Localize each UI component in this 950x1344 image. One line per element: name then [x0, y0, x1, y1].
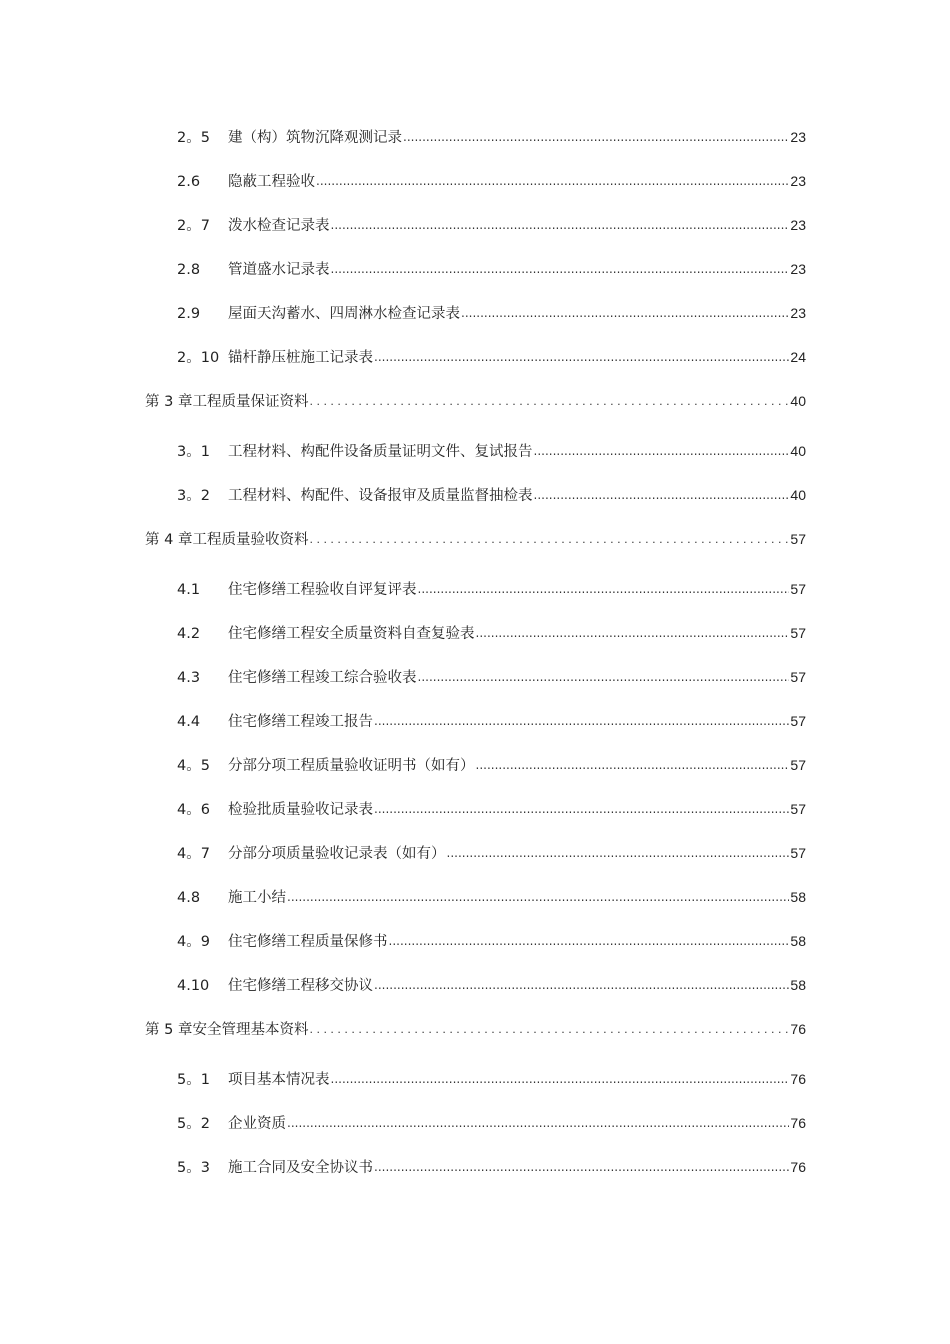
- toc-entry-page: 23: [790, 261, 806, 277]
- toc-entry-page: 57: [790, 757, 806, 773]
- dot-leader: [331, 213, 790, 237]
- toc-entry-title: 工程质量验收资料: [192, 532, 309, 548]
- toc-entry-page: 76: [790, 1021, 806, 1037]
- toc-entry[interactable]: [177, 885, 806, 909]
- toc-entry-page: 40: [790, 443, 806, 459]
- toc-entry-page: 58: [790, 977, 806, 993]
- toc-entry-title: 建（构）筑物沉降观测记录: [228, 130, 402, 146]
- toc-entry[interactable]: [177, 169, 806, 193]
- toc-entry-title: 泼水检查记录表: [228, 218, 330, 234]
- toc-entry-number: 4.4: [177, 714, 201, 730]
- toc-entry[interactable]: [177, 301, 806, 325]
- toc-entry-number: 4.1: [177, 582, 201, 598]
- toc-entry-title: 工程材料、构配件设备质量证明文件、复试报告: [228, 444, 533, 460]
- toc-entry-number: 4。5: [177, 758, 210, 774]
- toc-entry[interactable]: [177, 483, 806, 507]
- toc-entry[interactable]: [177, 973, 806, 997]
- toc-entry-title: 项目基本情况表: [228, 1072, 330, 1088]
- dot-leader: [418, 665, 790, 689]
- toc-entry[interactable]: [177, 1111, 806, 1135]
- toc-entry-number: 4。7: [177, 846, 210, 862]
- toc-entry-title: 住宅修缮工程竣工综合验收表: [228, 670, 417, 686]
- dot-leader: [309, 1017, 789, 1042]
- toc-entry-title: 工程材料、构配件、设备报审及质量监督抽检表: [228, 488, 533, 504]
- toc-entry-number: 4.3: [177, 670, 201, 686]
- toc-entry-title: 分部分项工程质量验收证明书（如有）: [228, 758, 475, 774]
- toc-entry-title: 住宅修缮工程验收自评复评表: [228, 582, 417, 598]
- dot-leader: [287, 1111, 789, 1135]
- toc-entry-title: 检验批质量验收记录表: [228, 802, 373, 818]
- dot-leader: [534, 483, 790, 507]
- toc-entry-title: 安全管理基本资料: [192, 1022, 309, 1038]
- toc-entry[interactable]: [177, 257, 806, 281]
- toc-entry-number: 2。7: [177, 218, 210, 234]
- toc-entry-number: 2.8: [177, 262, 201, 278]
- toc-entry-title: 屋面天沟蓄水、四周淋水检查记录表: [228, 306, 460, 322]
- dot-leader: [447, 841, 790, 865]
- dot-leader: [287, 885, 789, 909]
- toc-entry-page: 23: [790, 129, 806, 145]
- toc-entry[interactable]: [177, 841, 806, 865]
- toc-entry-number: 3。2: [177, 488, 210, 504]
- dot-leader: [309, 527, 789, 552]
- toc-entry-page: 40: [790, 487, 806, 503]
- toc-chapter-entry[interactable]: [145, 389, 806, 413]
- toc-entry-page: 57: [790, 801, 806, 817]
- toc-entry-number: 4。6: [177, 802, 210, 818]
- dot-leader: [309, 389, 789, 414]
- toc-chapter-entry[interactable]: [145, 527, 806, 551]
- toc-entry-page: 57: [790, 581, 806, 597]
- toc-entry-number: 2。5: [177, 130, 210, 146]
- toc-entry-title: 管道盛水记录表: [228, 262, 330, 278]
- dot-leader: [331, 257, 790, 281]
- toc-entry[interactable]: [177, 797, 806, 821]
- toc-entry-number: 第 3 章: [145, 394, 193, 410]
- dot-leader: [534, 439, 790, 463]
- dot-leader: [389, 929, 790, 953]
- toc-chapter-entry[interactable]: [145, 1017, 806, 1041]
- toc-entry-page: 58: [790, 889, 806, 905]
- toc-entry-number: 4。9: [177, 934, 210, 950]
- toc-entry[interactable]: [177, 439, 806, 463]
- toc-entry-number: 4.8: [177, 890, 201, 906]
- toc-entry[interactable]: [177, 213, 806, 237]
- toc-entry-number: 第 5 章: [145, 1022, 193, 1038]
- toc-entry-title: 施工合同及安全协议书: [228, 1160, 373, 1176]
- toc-entry-page: 57: [790, 845, 806, 861]
- toc-entry-page: 57: [790, 669, 806, 685]
- dot-leader: [476, 753, 790, 777]
- toc-entry-title: 锚杆静压桩施工记录表: [228, 350, 373, 366]
- toc-entry-number: 4.2: [177, 626, 201, 642]
- toc-entry[interactable]: [177, 709, 806, 733]
- dot-leader: [374, 797, 789, 821]
- toc-entry[interactable]: [177, 753, 806, 777]
- toc-entry-number: 第 4 章: [145, 532, 193, 548]
- toc-entry[interactable]: [177, 345, 806, 369]
- toc-entry[interactable]: [177, 621, 806, 645]
- toc-entry-page: 24: [790, 349, 806, 365]
- toc-entry[interactable]: [177, 577, 806, 601]
- toc-entry[interactable]: [177, 1155, 806, 1179]
- toc-entry-title: 住宅修缮工程质量保修书: [228, 934, 388, 950]
- toc-entry-number: 5。2: [177, 1116, 210, 1132]
- toc-entry-number: 5。3: [177, 1160, 210, 1176]
- dot-leader: [374, 973, 789, 997]
- dot-leader: [476, 621, 790, 645]
- toc-entry-title: 隐蔽工程验收: [228, 174, 315, 190]
- toc-entry-title: 工程质量保证资料: [192, 394, 309, 410]
- toc-entry-title: 施工小结: [228, 890, 286, 906]
- toc-entry-page: 57: [790, 713, 806, 729]
- toc-entry-page: 57: [790, 531, 806, 547]
- toc-entry-number: 4.10: [177, 978, 210, 994]
- toc-entry-number: 5。1: [177, 1072, 210, 1088]
- toc-entry[interactable]: [177, 125, 806, 149]
- toc-entry-page: 57: [790, 625, 806, 641]
- dot-leader: [461, 301, 789, 325]
- toc-entry-page: 76: [790, 1071, 806, 1087]
- dot-leader: [374, 345, 789, 369]
- dot-leader: [374, 1155, 789, 1179]
- dot-leader: [418, 577, 790, 601]
- toc-entry-page: 40: [790, 393, 806, 409]
- dot-leader: [316, 169, 789, 193]
- toc-entry-title: 住宅修缮工程竣工报告: [228, 714, 373, 730]
- dot-leader: [403, 125, 789, 149]
- toc-entry-title: 住宅修缮工程安全质量资料自查复验表: [228, 626, 475, 642]
- toc-entry-page: 76: [790, 1159, 806, 1175]
- toc-entry-title: 企业资质: [228, 1116, 286, 1132]
- dot-leader: [374, 709, 789, 733]
- toc-entry-page: 23: [790, 173, 806, 189]
- dot-leader: [331, 1067, 790, 1091]
- toc-entry-number: 2。10: [177, 350, 220, 366]
- toc-entry-page: 76: [790, 1115, 806, 1131]
- toc-entry-page: 23: [790, 305, 806, 321]
- toc-entry-title: 住宅修缮工程移交协议: [228, 978, 373, 994]
- toc-entry-page: 58: [790, 933, 806, 949]
- toc-entry-number: 3。1: [177, 444, 210, 460]
- toc-entry-number: 2.6: [177, 174, 201, 190]
- toc-entry-title: 分部分项质量验收记录表（如有）: [228, 846, 446, 862]
- toc-entry[interactable]: [177, 1067, 806, 1091]
- toc-entry-page: 23: [790, 217, 806, 233]
- toc-entry-number: 2.9: [177, 306, 201, 322]
- toc-entry[interactable]: [177, 665, 806, 689]
- toc-entry[interactable]: [177, 929, 806, 953]
